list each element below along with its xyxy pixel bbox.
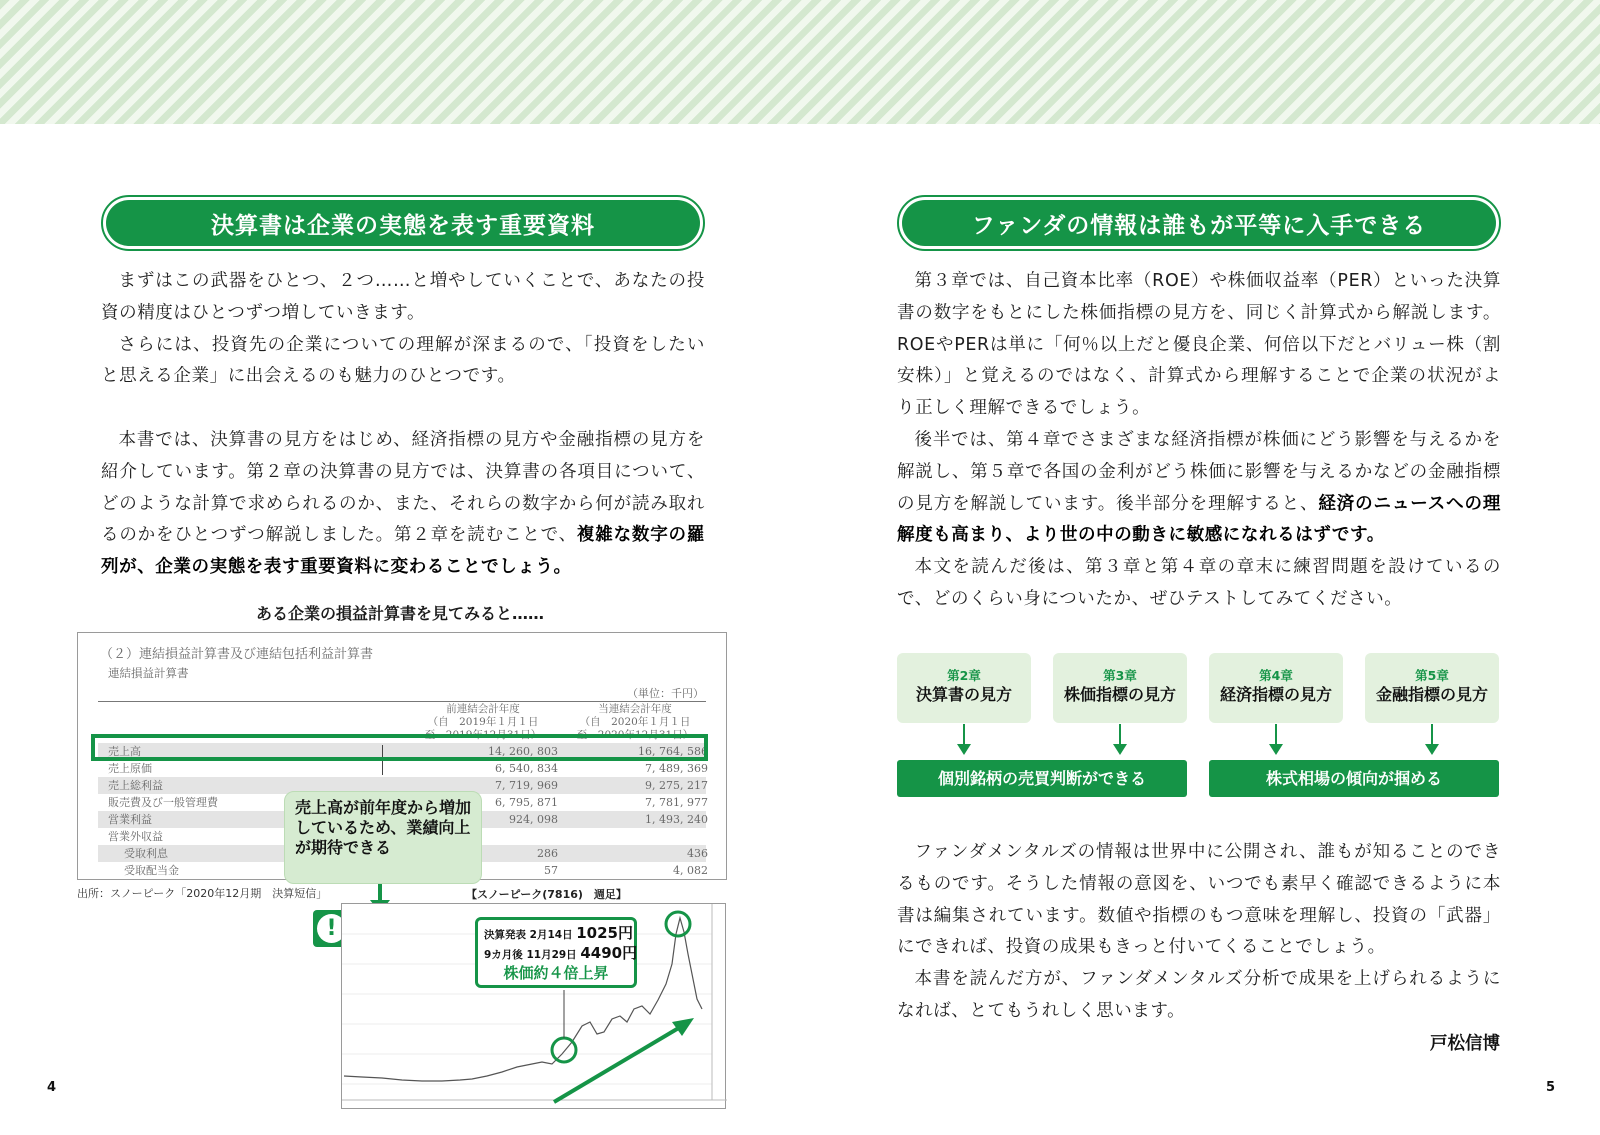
- left-paragraph-3: 本書では、決算書の見方をはじめ、経済指標の見方や金融指標の見方を紹介しています。第２章の決算書の見方では、決算書の各項目について、どのような計算で求められるのか、また、それらの数字から何が読み取れるのかをひとつずつ解説しました。第２章を読むことで、複雑な数字の羅列が、企業の実態を表す重要資料に変わることでしょう。: [101, 429, 705, 578]
- table-row: 売上総利益 7, 719, 969 9, 275, 217: [98, 777, 706, 794]
- right-paragraph-2: 後半では、第４章でさまざまな経済指標が株価にどう影響を与えるかを解説し、第５章で各国の金利がどう株価に影響を与えるかなどの金融指標の見方を解説しています。後半部分を理解すると、経済のニュースへの理解度も高まり、より世の中の動きに敏感になれるはずです。: [897, 429, 1502, 546]
- uptrend-arrow-head-icon: [672, 1018, 694, 1036]
- left-paragraph-2: さらには、投資先の企業についての理解が深まるので、「投資をしたいと思える企業」に出会えるのも魅力のひとつです。: [101, 334, 705, 387]
- stock-box-line-3: 株価約４倍上昇: [503, 964, 609, 982]
- flow-arrow-3: [1275, 724, 1277, 746]
- left-body-text: [101, 266, 705, 584]
- left-heading-text: 決算書は企業の実態を表す重要資料: [106, 200, 700, 246]
- table-row: 営業利益 924, 098 1, 493, 240: [98, 811, 706, 828]
- stock-price-box: [475, 917, 637, 988]
- stock-chart-caption: 【スノーピーク(7816) 週足】: [466, 888, 627, 901]
- right-paragraph-4: ファンダメンタルズの情報は世界中に公開され、誰もが知ることのできるものです。そうした情報の意図を、いつでも素早く確認できるように本書は編集されています。数値や指標のもつ意味を理解し、投資の「武器」にできれば、投資の成果もきっと付いてくることでしょう。: [897, 842, 1501, 958]
- flow-box-chapter-3: 第3章 株価指標の見方: [1053, 653, 1187, 723]
- uptrend-arrow-shaft: [554, 1026, 682, 1102]
- header-stripe-band: [0, 0, 1600, 124]
- stock-box-line-2: 9カ月後 11月29日 4490円: [484, 944, 638, 962]
- statement-rule: [98, 701, 706, 702]
- source-note: 出所：スノーピーク「2020年12月期 決算短信」: [77, 887, 328, 900]
- arrow-down-icon: [1269, 744, 1283, 755]
- left-paragraph-3-emphasis: 複雑な数字の羅列が、企業の実態を表す重要資料に変わることでしょう。: [101, 525, 705, 578]
- exclamation-icon: !: [317, 914, 346, 943]
- stock-box-line-1: 決算発表 2月14日 1025円: [484, 924, 633, 942]
- statement-curr-year-header: 当連結会計年度 （自 2020年１月１日 至 2020年12月31日）: [576, 703, 694, 741]
- table-row: 受取利息 286 436: [98, 845, 706, 862]
- statement-title: （２）連結損益計算書及び連結包括利益計算書: [100, 647, 374, 662]
- right-paragraph-3: 本文を読んだ後は、第３章と第４章の章末に練習問題を設けているので、どのくらい身についたか、ぜひテストしてみてください。: [897, 557, 1501, 609]
- right-heading-text: ファンダの情報は誰もが平等に入手できる: [902, 200, 1496, 246]
- page-number-left: 4: [47, 1080, 57, 1095]
- arrow-down-icon: [1113, 744, 1127, 755]
- flow-box-chapter-2: 第2章 決算書の見方: [897, 653, 1031, 723]
- right-body-text-bottom: [897, 837, 1501, 1028]
- table-row: 売上原価 6, 540, 834 7, 489, 369: [108, 762, 708, 775]
- left-paragraph-1: まずはこの武器をひとつ、２つ……と増やしていくことで、あなたの投資の精度はひとつずつ増していきます。: [101, 271, 705, 323]
- table-row: 販売費及び一般管理費 6, 795, 871 7, 781, 977: [108, 796, 708, 809]
- right-paragraph-2-emphasis: 経済のニュースへの理解度も高まり、より世の中の動きに敏感になれるはずです。: [897, 493, 1502, 546]
- flow-result-individual-stocks: 個別銘柄の売買判断ができる: [897, 760, 1187, 797]
- statement-unit: （単位：千円）: [627, 687, 704, 700]
- flow-arrow-2: [1119, 724, 1121, 746]
- statement-subtitle: 連結損益計算書: [108, 666, 189, 680]
- revenue-row-highlight: [91, 734, 708, 761]
- table-row: 営業外収益: [108, 830, 163, 843]
- arrow-down-icon: [1425, 744, 1439, 755]
- page-number-right: 5: [1545, 1080, 1555, 1095]
- callout-bubble: 売上高が前年度から増加しているため、業績向上が期待できる: [284, 791, 482, 884]
- figure-caption: ある企業の損益計算書を見てみると……: [255, 604, 544, 623]
- left-paragraph-gap: [101, 393, 705, 425]
- left-section-heading: [101, 195, 705, 251]
- flow-result-market-trend: 株式相場の傾向が掴める: [1209, 760, 1499, 797]
- arrow-down-icon: [957, 744, 971, 755]
- right-body-text-top: [897, 266, 1501, 616]
- author-name: 戸松信博: [1430, 1034, 1500, 1054]
- flow-box-chapter-4: 第4章 経済指標の見方: [1209, 653, 1343, 723]
- flow-arrow-4: [1431, 724, 1433, 746]
- statement-prev-year-header: 前連結会計年度 （自 2019年１月１日 至 2019年12月31日）: [424, 703, 542, 741]
- flow-arrow-1: [963, 724, 965, 746]
- table-row: 売上高 14, 260, 803 16, 764, 586: [98, 743, 706, 760]
- right-section-heading: [897, 195, 1501, 251]
- right-paragraph-5: 本書を読んだ方が、ファンダメンタルズ分析で成果を上げられるようになれば、とてもうれしく思います。: [897, 969, 1501, 1021]
- announcement-marker: [552, 1038, 576, 1062]
- flow-box-chapter-5: 第5章 金融指標の見方: [1365, 653, 1499, 723]
- table-row: 受取配当金 57 4, 082: [124, 864, 708, 877]
- right-paragraph-1: 第３章では、自己資本比率（ROE）や株価収益率（PER）といった決算書の数字をもとにした株価指標の見方を、同じく計算式から解説します。ROEやPERは単に「何％以上だと優良企業、何倍以下だとバリュー株（割安株）」と覚えるのではなく、計算式から理解することで企業の状況がより正しく理解できるでしょう。: [897, 271, 1501, 419]
